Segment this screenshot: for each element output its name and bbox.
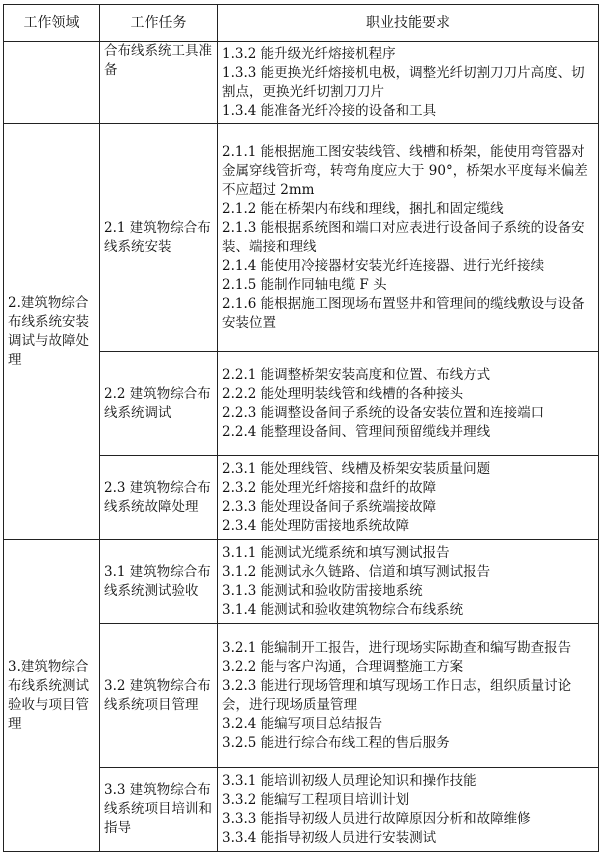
requirement-item: 3.3.3 能指导初级人员进行故障原因分析和故障维修 bbox=[222, 810, 531, 827]
requirements-cell bbox=[218, 352, 599, 456]
domain-cell: 2.建筑物综合布线系统安装调试与故障处理 bbox=[4, 124, 100, 540]
requirement-item: 3.2.1 能编制开工报告，进行现场实际勘查和编写勘查报告 bbox=[222, 639, 572, 656]
skills-table bbox=[3, 4, 599, 852]
task-cell: 3.1 建筑物综合布线系统测试验收 bbox=[100, 540, 218, 624]
domain-cell bbox=[4, 42, 100, 124]
requirement-item: 2.3.4 能处理防雷接地系统故障 bbox=[222, 517, 410, 534]
requirement-item: 2.1.3 能根据系统图和端口对应表进行设备间子系统的设备安装、端接和理线 bbox=[222, 219, 585, 255]
requirement-item: 2.3.3 能处理设备间子系统端接故障 bbox=[222, 498, 437, 515]
requirement-item: 2.1.1 能根据施工图安装线管、线槽和桥架，能使用弯管器对金属穿线管折弯，转弯角度应大于 90°，桥架水平度每米偏差不应超过 2mm bbox=[222, 143, 588, 198]
requirement-item: 3.2.5 能进行综合布线工程的售后服务 bbox=[222, 734, 450, 751]
requirements-cell bbox=[218, 456, 599, 540]
header-task: 工作任务 bbox=[100, 5, 218, 42]
requirement-item: 1.3.3 能更换光纤熔接机电极，调整光纤切割刀刀片高度、切割点，更换光纤切割刀刀片 bbox=[222, 64, 585, 100]
requirement-item: 3.2.3 能进行现场管理和填写现场工作日志，组织质量讨论会，进行现场质量管理 bbox=[222, 677, 572, 713]
task-cell: 2.1 建筑物综合布线系统安装 bbox=[100, 124, 218, 352]
requirement-item: 2.1.4 能使用冷接器材安装光纤连接器、进行光纤接续 bbox=[222, 257, 545, 274]
requirement-item: 2.3.1 能处理线管、线槽及桥架安装质量问题 bbox=[222, 460, 491, 477]
task-cell: 3.3 建筑物综合布线系统项目培训和指导 bbox=[100, 768, 218, 852]
requirements-cell bbox=[218, 124, 599, 352]
table-row bbox=[4, 42, 599, 124]
requirement-item: 2.2.3 能调整设备间子系统的设备安装位置和连接端口 bbox=[222, 404, 545, 421]
header-domain: 工作领域 bbox=[4, 5, 100, 42]
requirement-item: 2.2.2 能处理明装线管和线槽的各种接头 bbox=[222, 385, 464, 402]
requirements-cell bbox=[218, 540, 599, 624]
requirement-item: 3.1.4 能测试和验收建筑物综合布线系统 bbox=[222, 601, 464, 618]
requirement-item: 3.3.4 能指导初级人员进行安装测试 bbox=[222, 829, 437, 846]
requirement-item: 3.2.4 能编写项目总结报告 bbox=[222, 715, 383, 732]
header-row bbox=[4, 5, 599, 42]
requirement-item: 3.1.2 能测试永久链路、信道和填写测试报告 bbox=[222, 563, 491, 580]
requirement-item: 2.2.4 能整理设备间、管理间预留缆线并理线 bbox=[222, 423, 491, 440]
task-cell: 2.2 建筑物综合布线系统调试 bbox=[100, 352, 218, 456]
requirement-item: 1.3.4 能准备光纤冷接的设备和工具 bbox=[222, 102, 437, 119]
domain-cell: 3.建筑物综合布线系统测试验收与项目管理 bbox=[4, 540, 100, 852]
requirement-item: 2.2.1 能调整桥架安装高度和位置、布线方式 bbox=[222, 366, 491, 383]
task-cell: 合布线系统工具准备 bbox=[100, 42, 218, 124]
requirement-item: 3.2.2 能与客户沟通，合理调整施工方案 bbox=[222, 658, 464, 675]
header-requirements: 职业技能要求 bbox=[218, 5, 599, 42]
table-row bbox=[4, 124, 599, 352]
task-cell: 3.2 建筑物综合布线系统项目管理 bbox=[100, 624, 218, 768]
table-row bbox=[4, 540, 599, 624]
requirements-cell bbox=[218, 768, 599, 852]
requirement-item: 2.1.2 能在桥架内布线和理线，捆扎和固定缆线 bbox=[222, 200, 504, 217]
requirement-item: 3.3.2 能编写工程项目培训计划 bbox=[222, 791, 410, 808]
requirement-item: 3.1.1 能测试光缆系统和填写测试报告 bbox=[222, 544, 450, 561]
requirement-item: 2.1.5 能制作同轴电缆 F 头 bbox=[222, 276, 387, 293]
task-cell: 2.3 建筑物综合布线系统故障处理 bbox=[100, 456, 218, 540]
requirement-item: 2.1.6 能根据施工图现场布置竖井和管理间的缆线敷设与设备安装位置 bbox=[222, 295, 585, 331]
requirement-item: 3.1.3 能测试和验收防雷接地系统 bbox=[222, 582, 423, 599]
requirement-item: 2.3.2 能处理光纤熔接和盘纤的故障 bbox=[222, 479, 437, 496]
requirement-item: 3.3.1 能培训初级人员理论知识和操作技能 bbox=[222, 772, 477, 789]
requirements-cell bbox=[218, 624, 599, 768]
requirement-item: 1.3.2 能升级光纤熔接机程序 bbox=[222, 45, 396, 62]
requirements-cell bbox=[218, 42, 599, 124]
